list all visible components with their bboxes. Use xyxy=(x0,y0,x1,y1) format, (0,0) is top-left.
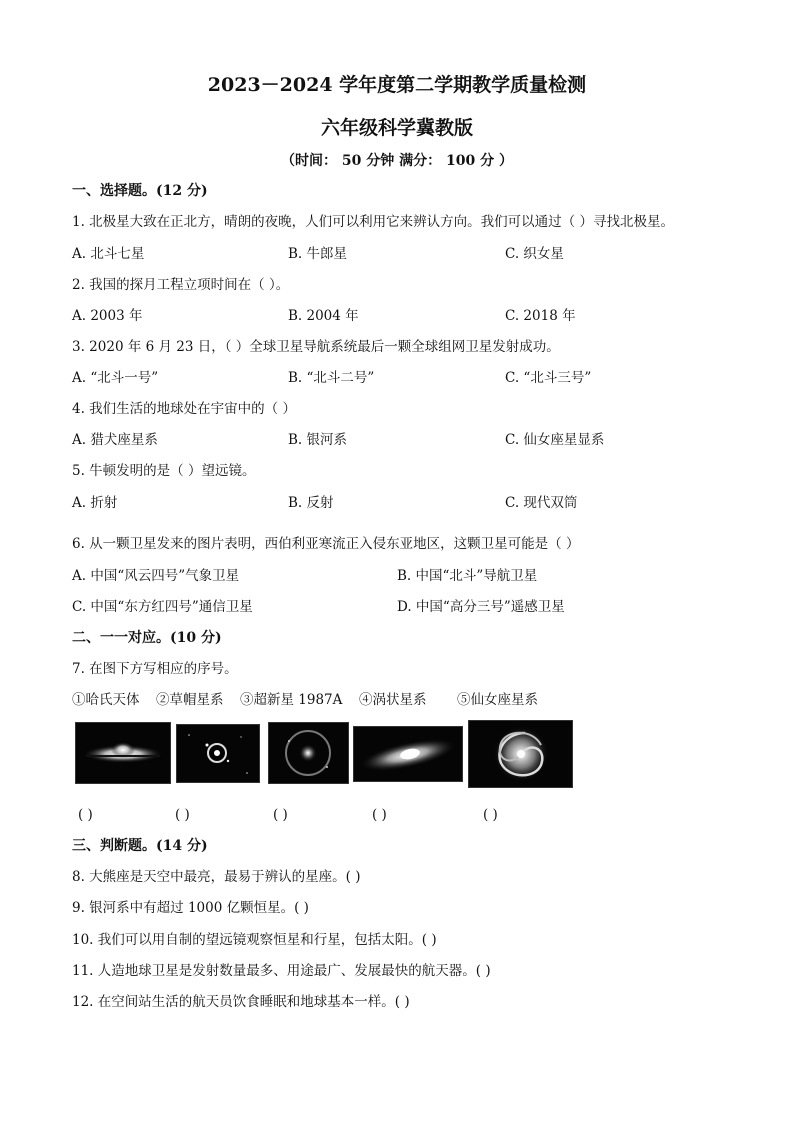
q4-option-c: C. 仙女座星显系 xyxy=(505,432,605,448)
page-title: 2023－2024 学年度第二学期教学质量检测 xyxy=(207,74,587,96)
section-3-heading: 三、判断题。(14 分) xyxy=(72,838,208,854)
galaxy-label-3: ③超新星 1987A xyxy=(240,692,343,708)
q6-option-b: B. 中国“北斗”导航卫星 xyxy=(397,568,538,584)
q6-option-a: A. 中国“风云四号”气象卫星 xyxy=(72,568,240,584)
answer-blank-4[interactable]: ( ) xyxy=(372,807,387,823)
galaxy-label-2: ②草帽星系 xyxy=(156,692,224,708)
judge-item-10: 10. 我们可以用自制的望远镜观察恒星和行星，包括太阳。( ) xyxy=(72,932,437,948)
galaxy-label-1: ①哈氏天体 xyxy=(72,692,140,708)
judge-item-11: 11. 人造地球卫星是发射数量最多、用途最广、发展最快的航天器。( ) xyxy=(72,963,491,979)
galaxy-image-whirlpool xyxy=(353,726,463,782)
q5-option-a: A. 折射 xyxy=(72,495,118,511)
q1-option-c: C. 织女星 xyxy=(505,246,564,262)
answer-blank-3[interactable]: ( ) xyxy=(273,807,288,823)
judge-item-12: 12. 在空间站生活的航天员饮食睡眠和地球基本一样。( ) xyxy=(72,994,410,1010)
q3-option-a: A. “北斗一号” xyxy=(72,370,159,386)
q6-option-d: D. 中国“高分三号”遥感卫星 xyxy=(397,599,565,615)
q2-option-a: A. 2003 年 xyxy=(72,308,143,324)
q5-option-b: B. 反射 xyxy=(288,495,334,511)
q2-option-c: C. 2018 年 xyxy=(505,308,576,324)
q6-option-c: C. 中国“东方红四号”通信卫星 xyxy=(72,599,253,615)
question-7: 7. 在图下方写相应的序号。 xyxy=(72,661,238,677)
q2-option-b: B. 2004 年 xyxy=(288,308,359,324)
question-3: 3. 2020 年 6 月 23 日，（ ）全球卫星导航系统最后一颗全球组网卫星发射成功。 xyxy=(72,339,560,355)
judge-item-8: 8. 大熊座是天空中最亮，最易于辨认的星座。( ) xyxy=(72,869,361,885)
exam-info: （时间： 50 分钟 满分： 100 分 ） xyxy=(281,153,513,169)
question-6: 6. 从一颗卫星发来的图片表明，西伯利亚寒流正入侵东亚地区，这颗卫星可能是（ ） xyxy=(72,536,580,552)
q4-option-b: B. 银河系 xyxy=(288,432,348,448)
q3-option-c: C. “北斗三号” xyxy=(505,370,592,386)
question-2: 2. 我国的探月工程立项时间在（ ）。 xyxy=(72,277,290,293)
question-4: 4. 我们生活的地球处在宇宙中的（ ） xyxy=(72,401,296,417)
question-1: 1. 北极星大致在正北方，晴朗的夜晚，人们可以利用它来辨认方向。我们可以通过（ ）寻找北极星。 xyxy=(72,214,674,230)
galaxy-image-sombrero xyxy=(75,722,171,784)
q5-option-c: C. 现代双筒 xyxy=(505,495,578,511)
question-5: 5. 牛顿发明的是（ ）望远镜。 xyxy=(72,463,256,479)
galaxy-label-5: ⑤仙女座星系 xyxy=(457,692,538,708)
judge-item-9: 9. 银河系中有超过 1000 亿颗恒星。( ) xyxy=(72,900,309,916)
galaxy-image-supernova xyxy=(268,722,349,784)
galaxy-label-4: ④涡状星系 xyxy=(359,692,427,708)
q1-option-a: A. 北斗七星 xyxy=(72,246,145,262)
answer-blank-1[interactable]: ( ) xyxy=(78,807,93,823)
q1-option-b: B. 牛郎星 xyxy=(288,246,348,262)
page-subtitle: 六年级科学冀教版 xyxy=(320,117,473,139)
section-1-heading: 一、选择题。(12 分) xyxy=(72,183,208,199)
section-2-heading: 二、一一对应。(10 分) xyxy=(72,630,222,646)
q3-option-b: B. “北斗二号” xyxy=(288,370,375,386)
answer-blank-2[interactable]: ( ) xyxy=(175,807,190,823)
galaxy-image-andromeda xyxy=(468,720,573,788)
answer-blank-5[interactable]: ( ) xyxy=(483,807,498,823)
galaxy-image-ring xyxy=(176,724,260,783)
q4-option-a: A. 猎犬座星系 xyxy=(72,432,158,448)
